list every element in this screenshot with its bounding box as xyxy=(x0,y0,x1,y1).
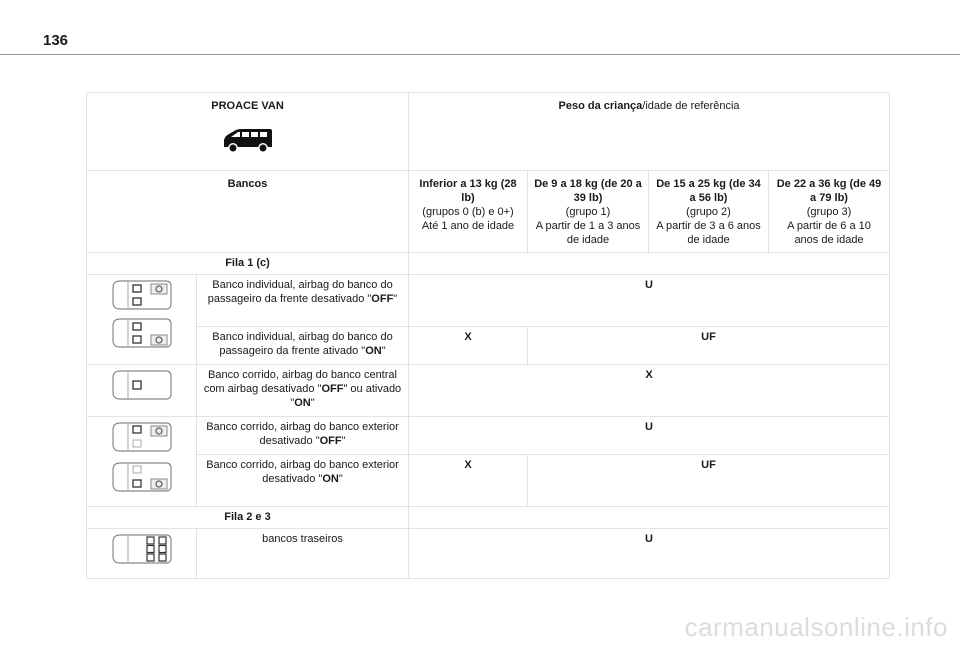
table-row xyxy=(87,365,890,417)
section-row-2 xyxy=(87,507,890,529)
seat-description: Banco corrido, airbag do banco central com airbag desativado "OFF" ou ativado "ON" xyxy=(197,365,409,417)
header-row xyxy=(87,93,890,171)
seats-column-header: Bancos xyxy=(87,171,409,253)
seat-value: UF xyxy=(528,455,890,507)
seat-description: Banco corrido, airbag do banco exterior desativado "ON" xyxy=(197,455,409,507)
table-row xyxy=(87,417,890,455)
page-number: 136 xyxy=(43,32,69,49)
bench-exterior-airbag-on-icon xyxy=(110,460,174,494)
columns-row xyxy=(87,171,890,253)
front-seat-airbag-on-icon xyxy=(110,316,174,350)
seat-description: Banco individual, airbag do banco do passageiro da frente desativado "OFF" xyxy=(197,275,409,327)
seat-description: Banco corrido, airbag do banco exterior desativado "OFF" xyxy=(197,417,409,455)
seat-value: UF xyxy=(528,327,890,365)
seat-value: X xyxy=(409,365,890,417)
front-seat-airbag-off-icon xyxy=(110,278,174,312)
table-row xyxy=(87,455,890,507)
bench-central-diagram xyxy=(87,365,197,417)
section-label: Fila 1 (c) xyxy=(87,253,409,275)
bench-seat-central-icon xyxy=(110,368,174,402)
section-label: Fila 2 e 3 xyxy=(87,507,409,529)
single-seat-diagram xyxy=(87,275,197,365)
seat-value: U xyxy=(409,275,890,327)
child-seat-table xyxy=(86,92,890,579)
group-2-header: De 15 a 25 kg (de 34 a 56 lb) (grupo 2) A partir de 3 a 6 anos de idade xyxy=(649,171,769,253)
seat-value: U xyxy=(409,529,890,579)
seat-value: X xyxy=(409,455,528,507)
rear-seats-icon xyxy=(110,532,174,566)
van-icon xyxy=(221,127,275,155)
group-1-header: De 9 a 18 kg (de 20 a 39 lb) (grupo 1) A partir de 1 a 3 anos de idade xyxy=(528,171,649,253)
group-0-header: Inferior a 13 kg (28 lb) (grupos 0 (b) e 0+) Até 1 ano de idade xyxy=(409,171,528,253)
seat-description: Banco individual, airbag do banco do passageiro da frente ativado "ON" xyxy=(197,327,409,365)
weight-header xyxy=(409,93,890,171)
top-rule xyxy=(0,54,960,55)
group-3-header: De 22 a 36 kg (de 49 a 79 lb) (grupo 3) A partir de 6 a 10 anos de idade xyxy=(769,171,890,253)
age-label: /idade de referência xyxy=(642,100,740,112)
section-row-1 xyxy=(87,253,890,275)
table-row xyxy=(87,529,890,579)
table-row xyxy=(87,327,890,365)
model-name: PROACE VAN xyxy=(211,100,284,112)
bench-exterior-airbag-off-icon xyxy=(110,420,174,454)
weight-label: Peso da criança xyxy=(558,100,643,112)
model-cell xyxy=(87,93,409,171)
rear-seats-diagram xyxy=(87,529,197,579)
bench-exterior-diagram xyxy=(87,417,197,507)
seat-value: U xyxy=(409,417,890,455)
watermark: carmanualsonline.info xyxy=(684,612,948,642)
seat-value: X xyxy=(409,327,528,365)
seat-description: bancos traseiros xyxy=(197,529,409,579)
table-row xyxy=(87,275,890,327)
